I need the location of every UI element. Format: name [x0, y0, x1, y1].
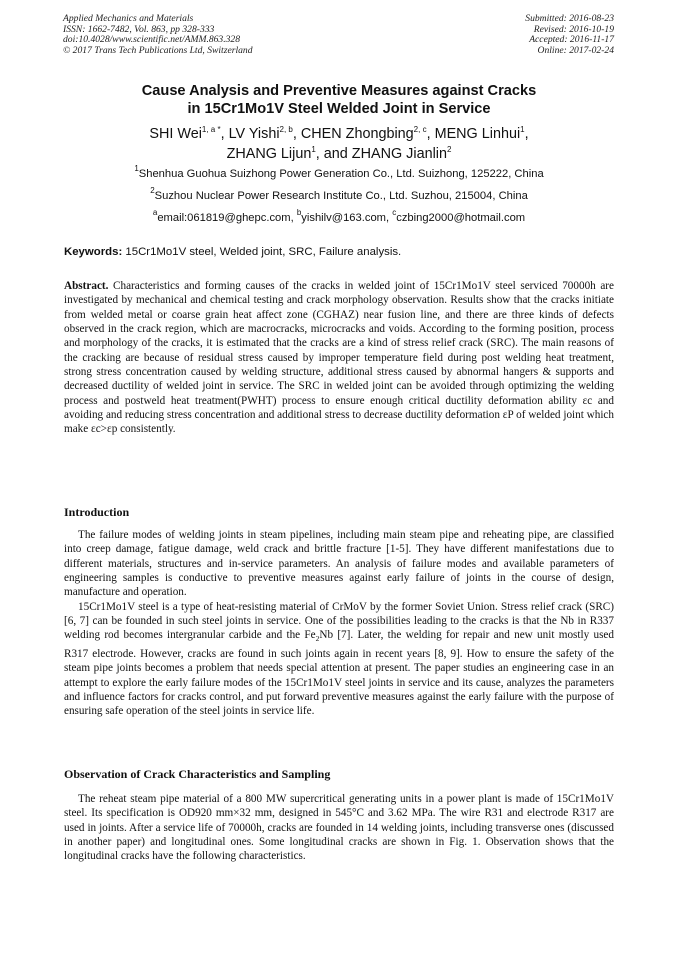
email-c[interactable]: czbing2000@hotmail.com [396, 212, 526, 224]
author-mark: 2, c [413, 125, 427, 134]
email-line [0, 208, 678, 225]
observation-heading: Observation of Crack Characteristics and Sampling [64, 767, 331, 781]
observation-paragraph-1: The reheat steam pipe material of a 800 MW supercritical generating units in a power plant is made of 15Cr1Mo1V steel. Its specification is OD920 mm×32 mm, designed in 545°C and 3.62 MPa. The wire R31 and electrode R317 are used in joints. After a service life of 70000h, cracks are founded in 14 welding joints, including transverse ones (discussed in another paper) and longitudinal ones. Some longitudinal cracks are shown in Fig. 1. Observation shows that the longitudinal cracks have the following characteristics. [64, 793, 614, 863]
author-mark: 2 [446, 145, 452, 154]
author-line-2: ZHANG Lijun$^1$, and ZHANG Jianlin$^2$ [226, 145, 452, 162]
copyright-line: © 2017 Trans Tech Publications Ltd, Switzerland [63, 44, 253, 56]
author-name: and ZHANG Jianlin [323, 146, 447, 162]
publication-dates [525, 14, 614, 56]
affiliation-text: Shenhua Guohua Suizhong Power Generation Co., Ltd. Suizhong, 125222, China [138, 168, 544, 180]
author-line-1: SHI Wei$^{1, a *}$, LV Yishi$^{2, b}$, CHEN Zhongbing$^{2, c}$, MENG Linhui$^1$, [149, 125, 529, 142]
online-date: Online: 2017-02-24 [537, 44, 614, 56]
issn-line: ISSN: 1662-7482, Vol. 863, pp 328-333 [63, 23, 215, 35]
submitted-date: Submitted: 2016-08-23 [525, 13, 614, 24]
author-mark: 1 [311, 145, 316, 154]
author-mark: 1 [520, 125, 525, 134]
author-name: ZHANG Lijun [226, 146, 312, 162]
email-mark: b [296, 208, 302, 217]
abstract [64, 279, 614, 437]
affiliation-mark: 2 [150, 186, 155, 195]
title-line-1: Cause Analysis and Preventive Measures against Cracks [141, 83, 537, 99]
author-list [0, 124, 678, 164]
author-name: MENG Linhui [434, 126, 521, 142]
journal-info [63, 14, 253, 56]
email-mark: c [392, 208, 397, 217]
accepted-date: Accepted: 2016-11-17 [529, 34, 614, 46]
doi-link[interactable]: doi:10.4028/www.scientific.net/AMM.863.328 [63, 34, 241, 46]
affiliation-text: Suzhou Nuclear Power Research Institute Co., Ltd. Suzhou, 215004, China [154, 190, 528, 202]
introduction-heading: Introduction [64, 505, 130, 519]
keywords-label: Keywords: [64, 246, 123, 258]
author-name: CHEN Zhongbing [300, 126, 414, 142]
affiliation-2 [0, 186, 678, 203]
email-b[interactable]: yishilv@163.com, [301, 212, 393, 224]
revised-date: Revised: 2016-10-19 [533, 23, 614, 35]
keywords-text: 15Cr1Mo1V steel, Welded joint, SRC, Failure analysis. [125, 246, 402, 258]
observation-body [64, 792, 614, 864]
abstract-text: Characteristics and forming causes of the cracks in welded joint of 15Cr1Mo1V steel serviced 70000h are investigated by mechanical and chemical testing and crack morphology observation. Results show that the cracks initiate from welded metal or coarse grain heat affect zone (CGHAZ) near fusion line, and there are three kinds of defects observed in the crack region, which are macrocracks, microcracks and voids. According to the forming position, process and morphology of the cracks, it is estimated that the cracks are a kind of stress relief crack (SRC). The main reasons of the cracking are because of residual stress caused by improper temperature field during post welding heat treatment, strong stress concentration caused by welding structure, additional stress caused by abnormal hangers & supports and decreased ductility of welded joint in service. The SRC in welded joint can be avoided through optimizing the welding process and postweld heat treatment(PWHT) process to ensure enough critical ductility deformation ability εc and avoiding and reducing stress concentration and additional stress to decrease ductility deformation εP of welded joint which make εc>εp consistently. [64, 280, 614, 436]
author-mark: 1, a * [201, 125, 221, 134]
email-mark: a [152, 208, 158, 217]
abstract-label: Abstract. [64, 280, 109, 292]
intro-paragraph-2: 15Cr1Mo1V steel is a type of heat-resisting material of CrMoV by the former Soviet Union. Stress relief crack (SRC) [6, 7] can be founded in such steel joints in service. One of the possibilities leading to the cracks is that the Nb in R337 welding rod becomes intergranular carbide and the $Fe_2Nb$ [7]. Later, the welding for repair and new unit mostly used R317 electrode. However, cracks are found in such joints again in recent years [8, 9]. How to ensure the safety of the steam pipe joints becomes a problem that needs special attention at present. The paper studies an engineering case in an attempt to explore the early failure modes of the 15Cr1Mo1V steel joints in service and its cause, analyzes the parameters and influence factors for cracks control, and put forward preventive measures against the early failure with the purpose of ensuring safe operation of the steel joints in service life. [64, 600, 614, 718]
email-a[interactable]: email:061819@ghepc.com, [157, 212, 297, 224]
author-name: LV Yishi [228, 126, 280, 142]
journal-name: Applied Mechanics and Materials [63, 13, 194, 24]
affiliation-mark: 1 [134, 164, 139, 173]
paper-title [0, 82, 678, 118]
title-line-2: in 15Cr1Mo1V Steel Welded Joint in Service [187, 101, 491, 117]
affiliation-1 [0, 164, 678, 181]
keywords [64, 246, 401, 258]
author-mark: 2, b [279, 125, 293, 134]
intro-paragraph-1: The failure modes of welding joints in steam pipelines, including main steam pipe and reheating pipe, are classified into creep damage, fatigue damage, weld crack and brittle fracture [1-5]. They have different manifestations due to different materials, structures and in-service parameters. An analysis of failure modes and available parameters of engineering samples is conductive to preventive measures against early failure of joints in the course of design, manufacture and operation. [64, 529, 614, 599]
author-name: SHI Wei [149, 126, 202, 142]
introduction-body [64, 528, 614, 719]
